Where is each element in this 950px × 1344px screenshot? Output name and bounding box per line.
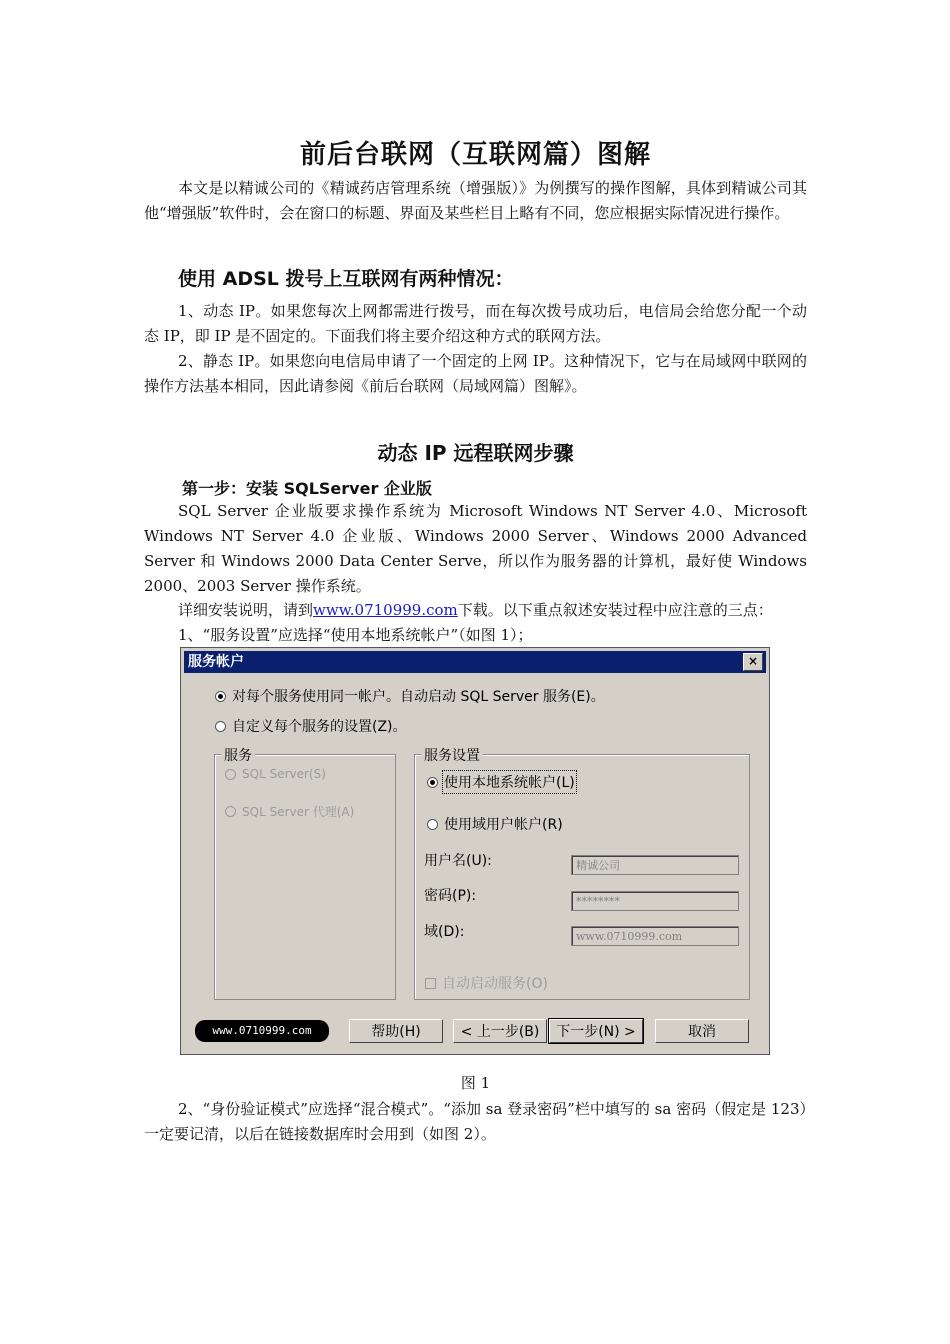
help-button[interactable]: 帮助(H): [349, 1019, 443, 1043]
point1-paragraph: 1、“服务设置”应选择“使用本地系统帐户”（如图 1）；: [178, 626, 533, 644]
service-settings-group-label: 服务设置: [421, 745, 483, 765]
radio-unselected-icon: [215, 721, 226, 732]
radio-sql-server[interactable]: [225, 767, 326, 781]
cancel-button[interactable]: 取消: [655, 1019, 749, 1043]
radio-disabled-icon: [225, 769, 236, 780]
radio-selected-icon: [215, 691, 226, 702]
radio-sql-agent[interactable]: [225, 803, 354, 820]
username-label: 用户名(U):: [424, 853, 492, 869]
dialog-title-bar: [184, 651, 766, 673]
brand-badge: www.0710999.com: [195, 1020, 329, 1042]
auto-start-checkbox[interactable]: [425, 973, 548, 993]
back-button[interactable]: < 上一步(B): [453, 1019, 547, 1043]
radio-same-account[interactable]: [215, 686, 605, 706]
next-button[interactable]: 下一步(N) >: [549, 1019, 643, 1043]
steps-heading: 动态 IP 远程联网步骤: [377, 441, 574, 465]
radio-domain-user-account-label: 使用域用户帐户(R): [444, 817, 563, 833]
radio-unselected-icon: [427, 819, 438, 830]
adsl-heading: 使用 ADSL 拨号上互联网有两种情况：: [178, 268, 514, 290]
radio-selected-icon: [427, 777, 438, 788]
dialog-title: 服务帐户: [188, 654, 244, 670]
username-field[interactable]: 精诚公司: [571, 855, 739, 875]
detail-prefix: 详细安装说明，请到: [178, 601, 314, 619]
static-ip-paragraph: 2、静态 IP。如果您向电信局申请了一个固定的上网 IP。这种情况下，它与在局域网中联网的操作方法基本相同，因此请参阅《前后台联网（局域网篇）图解》。: [144, 352, 807, 395]
radio-sql-server-label: SQL Server(S): [242, 767, 326, 781]
domain-field[interactable]: www.0710999.com: [571, 926, 739, 946]
radio-domain-user-account[interactable]: [427, 814, 563, 834]
figure-caption: 图 1: [460, 1074, 491, 1092]
domain-label: 域(D):: [424, 924, 465, 940]
step1-paragraph: SQL Server 企业版要求操作系统为 Microsoft Windows NT Server 4.0、Microsoft Windows NT Server 4.0 企业版、Windows 2000 Server、Windows 2000 Advanced Server 和 Windows 2000 Data Center Serve，所以作为服务器的计算机，最好使 Windows 2000、2003 Server 操作系统。: [144, 502, 807, 595]
password-field[interactable]: ********: [571, 891, 739, 911]
page-title: 前后台联网（互联网篇）图解: [299, 140, 651, 170]
radio-custom-settings-label: 自定义每个服务的设置(Z)。: [232, 719, 407, 735]
radio-local-system-account[interactable]: [427, 772, 575, 792]
checkbox-icon: [425, 978, 436, 989]
intro-paragraph: 本文是以精诚公司的《精诚药店管理系统（增强版）》为例撰写的操作图解，具体到精诚公司其他“增强版”软件时，会在窗口的标题、界面及某些栏目上略有不同，您应根据实际情况进行操作。: [144, 179, 807, 222]
auto-start-label: 自动启动服务(O): [442, 976, 548, 992]
services-group-label: 服务: [221, 745, 255, 765]
radio-local-system-account-label: 使用本地系统帐户(L): [444, 772, 575, 792]
close-icon[interactable]: ×: [743, 653, 763, 671]
point2-paragraph: 2、“身份验证模式”应选择“混合模式”。“添加 sa 登录密码”栏中填写的 sa 密码（假定是 123）一定要记清，以后在链接数据库时会用到（如图 2）。: [144, 1100, 807, 1143]
step1-heading: 第一步：安装 SQLServer 企业版: [182, 479, 432, 498]
radio-disabled-icon: [225, 806, 236, 817]
radio-same-account-label: 对每个服务使用同一帐户。自动启动 SQL Server 服务(E)。: [232, 689, 605, 705]
radio-sql-agent-label: SQL Server 代理(A): [242, 805, 355, 819]
dynamic-ip-paragraph: 1、动态 IP。如果您每次上网都需进行拨号，而在每次拨号成功后，电信局会给您分配一个动态 IP，即 IP 是不固定的。下面我们将主要介绍这种方式的联网方法。: [144, 302, 807, 345]
password-label: 密码(P):: [424, 888, 477, 904]
services-group: [214, 754, 396, 1000]
service-account-dialog: [180, 647, 770, 1055]
detail-paragraph: [144, 598, 807, 623]
detail-suffix: 下载。以下重点叙述安装过程中应注意的三点：: [457, 601, 773, 619]
download-link[interactable]: www.0710999.com: [313, 601, 458, 619]
radio-custom-settings[interactable]: [215, 716, 407, 736]
